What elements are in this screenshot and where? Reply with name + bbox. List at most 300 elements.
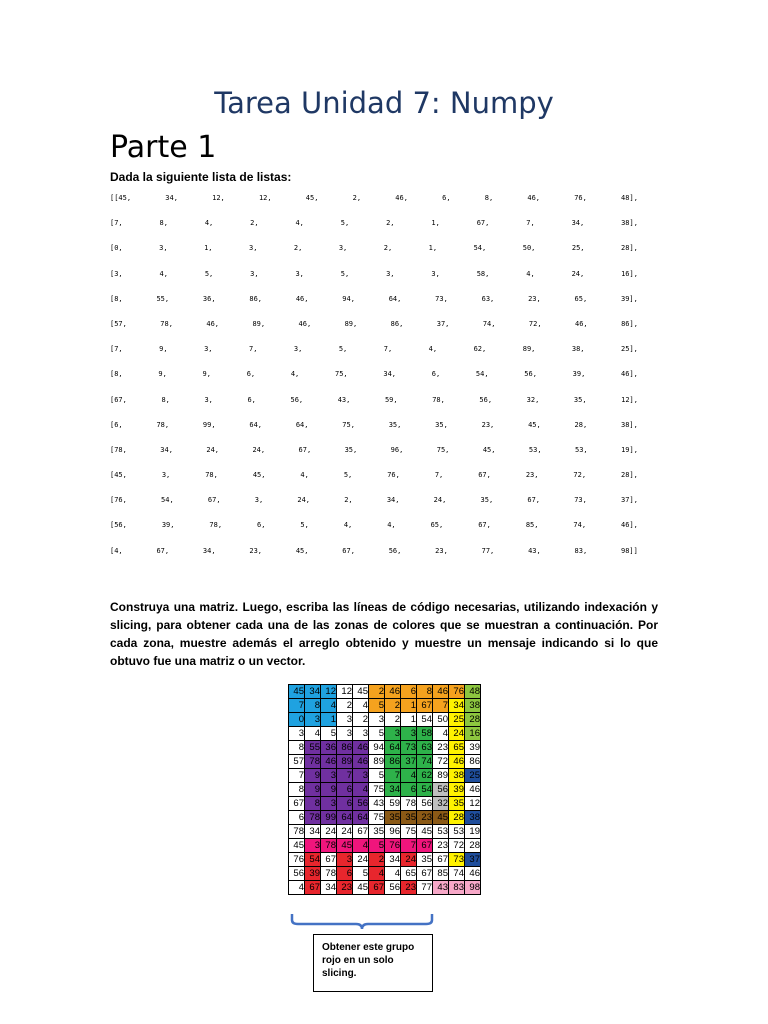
matrix-cell: 39 (465, 741, 481, 755)
matrix-cell: 19 (465, 825, 481, 839)
code-token: 8, (161, 395, 170, 404)
code-token: 78, (205, 471, 218, 480)
matrix-cell: 75 (369, 783, 385, 797)
code-token: 3, (254, 496, 264, 505)
code-token: 98]] (620, 546, 638, 555)
code-token: 43, (528, 546, 541, 555)
code-token: 4, (387, 521, 396, 530)
code-token: 64, (249, 420, 263, 429)
code-token: 2, (352, 194, 362, 202)
matrix-cell: 76 (385, 839, 401, 853)
code-token: 85, (525, 521, 539, 530)
callout-text: Obtener este grupo rojo en un solo slicing. (322, 942, 415, 979)
code-token: 74, (482, 319, 496, 328)
matrix-cell: 55 (305, 741, 321, 755)
matrix-cell: 5 (369, 769, 385, 783)
code-token: 46, (298, 319, 312, 328)
code-token: [0, (110, 244, 123, 253)
matrix-cell: 45 (417, 825, 433, 839)
code-token: 45, (528, 420, 541, 429)
matrix-cell: 45 (289, 685, 305, 699)
code-token: 72, (573, 471, 587, 480)
matrix-cell: 4 (353, 699, 369, 713)
code-token: 24, (571, 269, 585, 278)
code-token: 72, (528, 319, 542, 328)
code-token: 75, (342, 420, 355, 429)
code-token: 28], (621, 244, 638, 253)
code-token: 6, (246, 370, 256, 379)
matrix-cell: 4 (305, 727, 321, 741)
code-token: 73, (574, 496, 587, 505)
code-token: [67, (110, 395, 127, 404)
matrix-cell: 74 (449, 867, 465, 881)
matrix-cell: 3 (401, 727, 417, 741)
code-token: 2, (293, 244, 303, 253)
code-token: 3, (248, 244, 258, 253)
matrix-cell: 3 (337, 713, 353, 727)
matrix-cell: 4 (353, 839, 369, 853)
matrix-row (289, 839, 481, 853)
matrix-cell: 78 (305, 811, 321, 825)
matrix-cell: 5 (353, 867, 369, 881)
matrix-cell: 56 (385, 881, 401, 895)
matrix-cell: 8 (417, 685, 433, 699)
code-token: 63, (481, 294, 495, 303)
matrix-cell: 28 (449, 811, 465, 825)
code-line (110, 244, 638, 269)
code-token: 35, (480, 496, 494, 505)
matrix-cell: 24 (337, 825, 353, 839)
matrix-cell: 76 (289, 853, 305, 867)
code-token: [57, (110, 319, 127, 328)
matrix-cell: 64 (337, 811, 353, 825)
code-token: 1, (428, 244, 438, 253)
code-line (110, 320, 638, 345)
matrix-cell: 3 (305, 839, 321, 853)
code-token: 3, (204, 395, 213, 404)
matrix-cell: 53 (433, 825, 449, 839)
matrix-cell: 56 (289, 867, 305, 881)
matrix-cell: 34 (321, 881, 337, 895)
code-token: 3, (431, 269, 440, 278)
matrix-cell: 75 (369, 811, 385, 825)
matrix-cell: 25 (465, 769, 481, 783)
code-token: 24, (252, 445, 266, 454)
matrix-cell: 43 (369, 797, 385, 811)
code-token: 4, (343, 521, 353, 530)
code-token: [7, (110, 219, 123, 228)
matrix-cell: 34 (449, 699, 465, 713)
matrix-cell: 89 (433, 769, 449, 783)
matrix-cell: 78 (305, 755, 321, 769)
matrix-cell: 64 (353, 811, 369, 825)
matrix-cell: 57 (289, 755, 305, 769)
matrix-cell: 0 (289, 713, 305, 727)
matrix-cell: 2 (369, 685, 385, 699)
matrix-cell: 12 (321, 685, 337, 699)
matrix-row (289, 853, 481, 867)
matrix-cell: 3 (337, 853, 353, 867)
matrix-cell: 63 (417, 741, 433, 755)
code-token: 5, (338, 345, 348, 354)
code-token: [4, (110, 546, 123, 555)
intro-text: Dada la siguiente lista de listas: (110, 170, 292, 184)
code-token: 35, (388, 420, 402, 429)
code-line (110, 521, 638, 546)
matrix-cell: 2 (385, 713, 401, 727)
code-token: 36, (202, 294, 216, 303)
matrix-cell: 46 (449, 755, 465, 769)
matrix-cell: 67 (353, 825, 369, 839)
code-token: 24, (433, 496, 447, 505)
matrix-cell: 45 (433, 811, 449, 825)
code-token: 9, (202, 370, 211, 379)
code-token: 43, (337, 395, 351, 404)
matrix-cell: 46 (385, 685, 401, 699)
matrix-cell: 38 (465, 699, 481, 713)
code-token: 48], (621, 194, 638, 202)
code-token: 2, (344, 496, 353, 505)
code-token: 7, (434, 471, 444, 480)
code-token: 58, (476, 269, 490, 278)
code-token: 4, (204, 219, 214, 228)
code-token: 56, (479, 395, 493, 404)
code-token: 7, (383, 345, 393, 354)
matrix-cell: 23 (401, 881, 417, 895)
code-token: 86, (390, 319, 404, 328)
code-line (110, 496, 638, 521)
matrix-cell: 46 (353, 755, 369, 769)
matrix-cell: 5 (321, 727, 337, 741)
matrix-row (289, 685, 481, 699)
code-token: 45, (252, 471, 266, 480)
code-token: 65, (430, 521, 444, 530)
code-token: 89, (344, 319, 358, 328)
code-token: 67, (527, 496, 541, 505)
matrix-cell: 16 (465, 727, 481, 741)
code-token: [8, (110, 370, 123, 379)
matrix-cell: 37 (401, 755, 417, 769)
matrix-cell: 8 (305, 699, 321, 713)
matrix-row (289, 727, 481, 741)
code-token: 34, (165, 194, 178, 202)
callout-box (313, 934, 433, 992)
matrix-cell: 35 (417, 853, 433, 867)
code-token: 4, (300, 471, 309, 480)
matrix-cell: 67 (417, 867, 433, 881)
matrix-cell: 45 (289, 839, 305, 853)
matrix-cell: 28 (465, 713, 481, 727)
code-token: [7, (110, 345, 123, 354)
matrix-row (289, 825, 481, 839)
code-token: 89, (252, 319, 266, 328)
code-token: 3, (159, 244, 168, 253)
code-line (110, 370, 638, 395)
code-token: 6, (431, 370, 441, 379)
code-token: 7, (248, 345, 258, 354)
matrix-cell: 86 (385, 755, 401, 769)
code-token: 4, (159, 269, 168, 278)
code-token: 77, (481, 546, 495, 555)
code-token: 54, (475, 370, 489, 379)
matrix-cell: 78 (321, 867, 337, 881)
code-line (110, 270, 638, 295)
matrix-row (289, 741, 481, 755)
code-token: 28, (574, 420, 588, 429)
matrix-cell: 35 (385, 811, 401, 825)
matrix-cell: 78 (289, 825, 305, 839)
matrix-cell: 9 (305, 769, 321, 783)
matrix-cell: 6 (337, 867, 353, 881)
matrix-cell: 1 (401, 713, 417, 727)
code-token: 64, (295, 420, 309, 429)
code-line (110, 421, 638, 446)
matrix-cell: 46 (465, 867, 481, 881)
matrix-cell: 7 (289, 699, 305, 713)
matrix-cell: 12 (337, 685, 353, 699)
code-line (110, 396, 638, 421)
matrix-cell: 86 (337, 741, 353, 755)
matrix-cell: 67 (305, 881, 321, 895)
matrix-cell: 85 (433, 867, 449, 881)
code-token: 46, (206, 319, 220, 328)
matrix-cell: 99 (321, 811, 337, 825)
code-token: 3, (161, 471, 171, 480)
code-token: 28], (621, 471, 638, 480)
matrix-cell: 67 (321, 853, 337, 867)
matrix-cell: 4 (385, 867, 401, 881)
code-token: 6, (257, 521, 266, 530)
code-token: 67, (207, 496, 221, 505)
code-token: 1, (204, 244, 213, 253)
matrix-cell: 6 (401, 783, 417, 797)
matrix-cell: 4 (289, 881, 305, 895)
code-token: 3, (204, 345, 213, 354)
code-line (110, 345, 638, 370)
code-token: 4, (295, 219, 304, 228)
code-token: [8, (110, 294, 123, 303)
matrix-cell: 45 (337, 839, 353, 853)
matrix-cell: 43 (433, 881, 449, 895)
code-token: 12], (621, 395, 638, 404)
code-token: 38, (571, 345, 585, 354)
code-token: 75, (335, 370, 348, 379)
matrix-cell: 7 (433, 699, 449, 713)
matrix-cell: 73 (449, 853, 465, 867)
code-token: 45, (482, 445, 496, 454)
matrix-cell: 75 (401, 825, 417, 839)
code-line (110, 547, 638, 572)
code-token: 75, (436, 445, 450, 454)
matrix-cell: 9 (305, 783, 321, 797)
matrix-cell: 24 (353, 853, 369, 867)
matrix-cell: 64 (385, 741, 401, 755)
code-token: 5, (340, 269, 350, 278)
code-token: 67, (298, 445, 312, 454)
matrix-cell: 72 (449, 839, 465, 853)
matrix-cell: 4 (353, 783, 369, 797)
code-token: 12, (258, 194, 272, 202)
matrix-cell: 5 (369, 839, 385, 853)
code-token: 1, (431, 219, 440, 228)
code-token: 34, (160, 445, 173, 454)
matrix-cell: 34 (305, 685, 321, 699)
code-token: 24, (206, 445, 220, 454)
code-token: 19], (621, 445, 638, 454)
matrix-cell: 45 (353, 881, 369, 895)
matrix-cell: 34 (385, 853, 401, 867)
code-token: 37], (621, 496, 638, 505)
code-token: 50, (522, 244, 536, 253)
code-token: 86], (621, 319, 638, 328)
code-token: 3, (293, 345, 303, 354)
code-token: [[45, (110, 194, 132, 202)
matrix-cell: 1 (321, 713, 337, 727)
code-token: 78, (432, 395, 445, 404)
matrix-cell: 38 (465, 811, 481, 825)
code-token: 35, (344, 445, 358, 454)
matrix-row (289, 811, 481, 825)
code-token: 94, (342, 294, 355, 303)
matrix-row (289, 755, 481, 769)
matrix-cell: 59 (385, 797, 401, 811)
matrix-row (289, 713, 481, 727)
matrix-cell: 3 (353, 727, 369, 741)
code-token: 8, (159, 219, 168, 228)
code-token: 53, (574, 445, 588, 454)
matrix-cell: 67 (417, 699, 433, 713)
matrix-cell: 56 (433, 783, 449, 797)
code-token: 16], (621, 269, 638, 278)
matrix-cell: 74 (417, 755, 433, 769)
matrix-cell: 4 (369, 867, 385, 881)
matrix-cell: 39 (305, 867, 321, 881)
code-token: 45, (305, 194, 319, 202)
matrix-cell: 38 (449, 769, 465, 783)
list-of-lists-code (110, 194, 650, 572)
matrix-cell: 35 (449, 797, 465, 811)
matrix-row (289, 783, 481, 797)
matrix-cell: 8 (289, 783, 305, 797)
code-token: 46], (621, 370, 638, 379)
code-token: 67, (478, 521, 491, 530)
matrix-cell: 25 (449, 713, 465, 727)
code-token: 99, (202, 420, 216, 429)
code-token: 35, (435, 420, 448, 429)
document-title: Tarea Unidad 7: Numpy (214, 86, 554, 120)
matrix-cell: 6 (337, 783, 353, 797)
matrix-cell: 78 (401, 797, 417, 811)
matrix-row (289, 797, 481, 811)
matrix-cell: 89 (369, 755, 385, 769)
matrix-cell: 6 (289, 811, 305, 825)
matrix-cell: 89 (337, 755, 353, 769)
matrix-cell: 2 (337, 699, 353, 713)
matrix-cell: 34 (385, 783, 401, 797)
code-token: 4, (428, 345, 438, 354)
code-token: 25], (621, 345, 638, 354)
section-heading: Parte 1 (110, 130, 217, 165)
matrix-cell: 94 (369, 741, 385, 755)
code-token: 74, (573, 521, 587, 530)
matrix-cell: 7 (337, 769, 353, 783)
matrix-cell: 2 (369, 853, 385, 867)
code-token: 4, (526, 269, 535, 278)
matrix-cell: 39 (449, 783, 465, 797)
matrix-cell: 96 (385, 825, 401, 839)
matrix-cell: 28 (465, 839, 481, 853)
matrix-cell: 3 (337, 727, 353, 741)
instructions-paragraph: Construya una matriz. Luego, escriba las líneas de código necesarias, utilizando indexación y slicing, para obtener cada una de las zonas de colores que se muestran a continuación. Por cada zona, muestre además el arreglo obtenido y muestre un mensaje indicando si lo que obtuvo fue una matriz o un vector. (110, 600, 658, 668)
code-token: 67, (342, 546, 355, 555)
code-token: 23, (481, 420, 495, 429)
matrix-row (289, 881, 481, 895)
matrix-cell: 2 (353, 713, 369, 727)
matrix-cell: 32 (433, 797, 449, 811)
code-token: 3, (386, 269, 395, 278)
code-token: 62, (473, 345, 487, 354)
matrix-cell: 46 (465, 783, 481, 797)
matrix-cell: 9 (321, 783, 337, 797)
matrix-cell: 3 (369, 713, 385, 727)
matrix-cell: 4 (433, 727, 449, 741)
code-token: 86, (249, 294, 263, 303)
matrix-cell: 3 (321, 769, 337, 783)
matrix-cell: 35 (369, 825, 385, 839)
code-token: 8, (484, 194, 494, 202)
code-token: 5, (300, 521, 309, 530)
code-token: 65, (574, 294, 588, 303)
code-token: [6, (110, 420, 123, 429)
code-token: 38], (621, 219, 638, 228)
matrix-cell: 4 (321, 699, 337, 713)
code-token: 78, (209, 521, 223, 530)
matrix-cell: 3 (353, 769, 369, 783)
matrix-cell: 86 (465, 755, 481, 769)
matrix-cell: 5 (369, 699, 385, 713)
code-token: 9, (158, 370, 167, 379)
matrix-cell: 23 (433, 741, 449, 755)
matrix-cell: 46 (353, 741, 369, 755)
code-token: 83, (574, 546, 588, 555)
matrix-cell: 2 (385, 699, 401, 713)
matrix-cell: 1 (401, 699, 417, 713)
matrix-cell: 54 (417, 713, 433, 727)
matrix-cell: 6 (401, 685, 417, 699)
matrix-cell: 7 (385, 769, 401, 783)
matrix-cell: 8 (305, 797, 321, 811)
matrix-cell: 73 (401, 741, 417, 755)
code-token: 34, (386, 496, 400, 505)
matrix-cell: 67 (289, 797, 305, 811)
matrix-cell: 78 (321, 839, 337, 853)
code-token: 46], (621, 521, 638, 530)
code-token: 46, (527, 194, 541, 202)
code-token: 3, (250, 269, 259, 278)
code-token: 12, (212, 194, 225, 202)
matrix-cell: 50 (433, 713, 449, 727)
matrix-cell: 23 (337, 881, 353, 895)
code-token: 25, (571, 244, 585, 253)
code-token: 37, (436, 319, 450, 328)
bracket-indicator (290, 912, 436, 930)
matrix-cell: 3 (289, 727, 305, 741)
matrix-cell: 48 (465, 685, 481, 699)
matrix-cell: 45 (353, 685, 369, 699)
code-token: 6, (247, 395, 256, 404)
code-token: 67, (476, 219, 490, 228)
code-token: 2, (386, 219, 395, 228)
